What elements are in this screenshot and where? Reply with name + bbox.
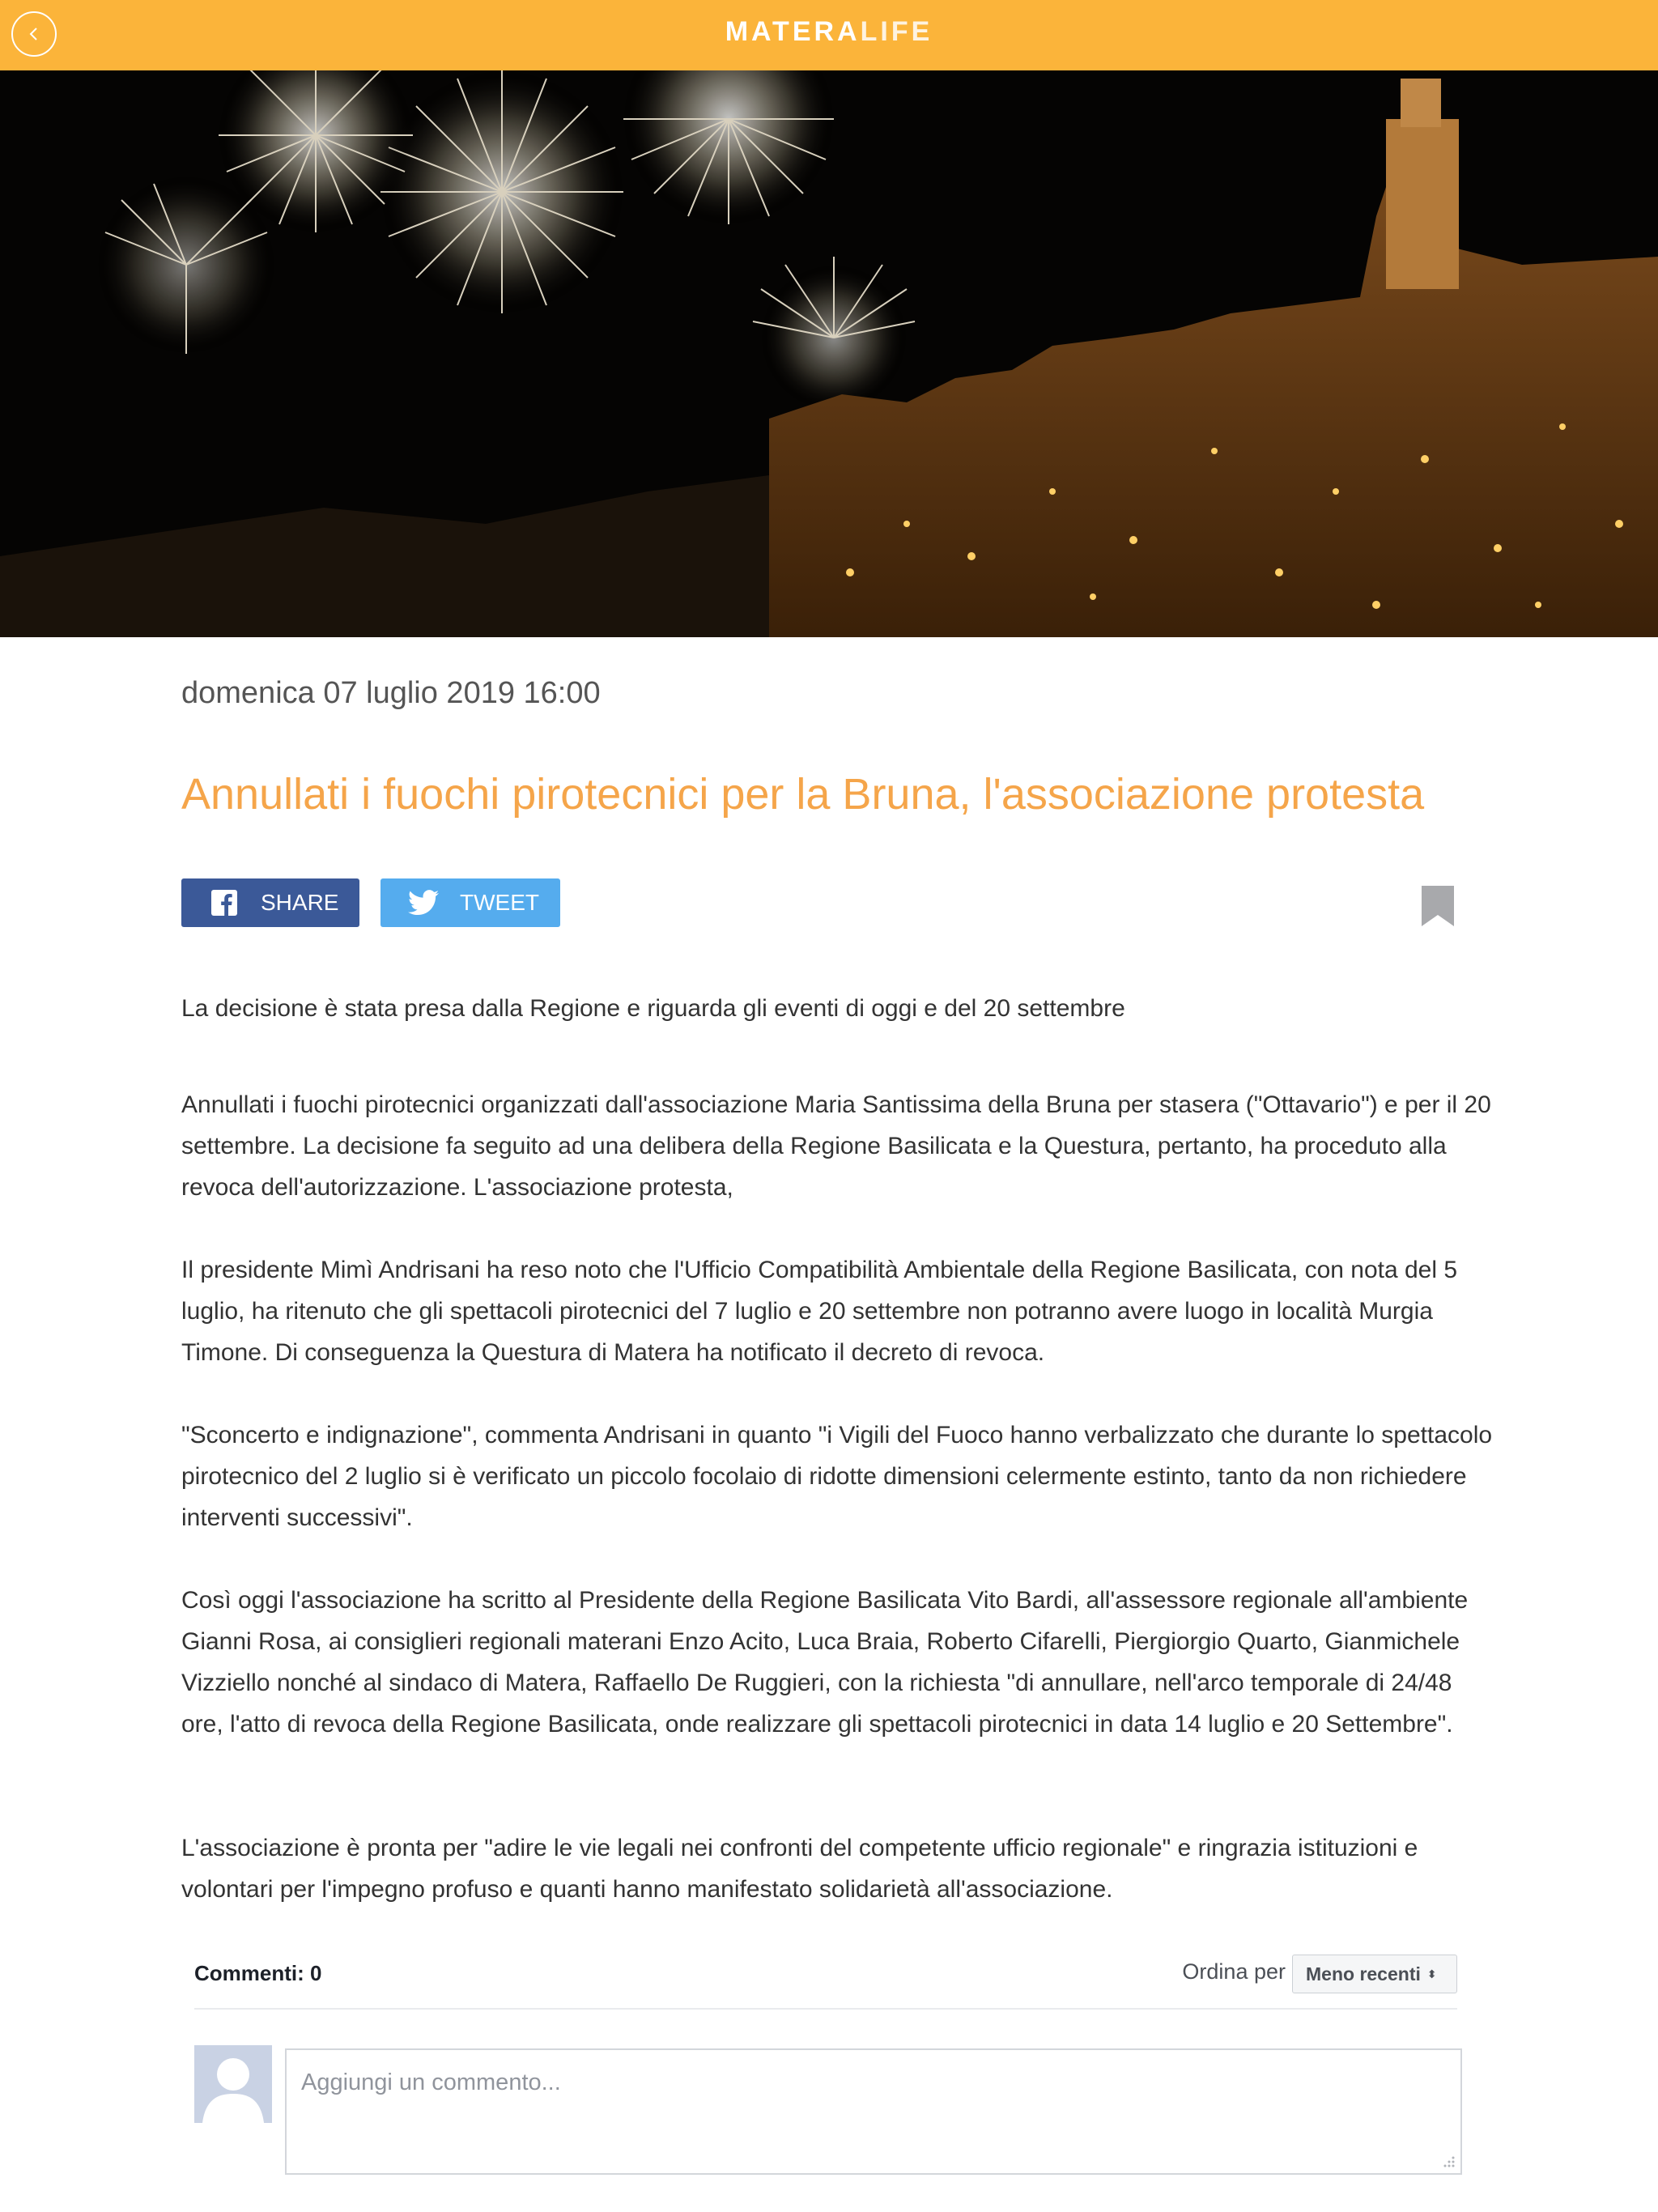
sort-label: Ordina per	[1182, 1959, 1286, 1984]
facebook-icon	[209, 887, 240, 918]
avatar	[194, 2045, 272, 2123]
twitter-tweet-button[interactable]	[380, 878, 560, 927]
sort-value: Meno recenti	[1306, 1963, 1421, 1984]
sort-select[interactable]	[1292, 1955, 1457, 1993]
facebook-share-button[interactable]	[181, 878, 359, 927]
brand-part1: MATERA	[725, 16, 861, 47]
article-subtitle: La decisione è stata presa dalla Regione e riguarda gli eventi di oggi e del 20 settembre	[181, 995, 1125, 1022]
article-paragraph: L'associazione è pronta per "adire le vie legali nei confronti del competente ufficio regionale" e ringrazia istituzioni e volontari per l'impegno profuso e quanti hanno manifestato solidarietà all'associazione.	[181, 1835, 1418, 1903]
brand-logo[interactable]	[0, 16, 1658, 48]
article-paragraph: Annullati i fuochi pirotecnici organizzati dall'associazione Maria Santissima della Bruna per stasera ("Ottavario") e per il 20 settembre. La decisione fa seguito ad una delibera della Regione Basilicata e la Questura, pertanto, ha proceduto alla revoca dell'autorizzazione. L'associazione protesta,	[181, 1091, 1491, 1201]
article-paragraph: Il presidente Mimì Andrisani ha reso noto che l'Ufficio Compatibilità Ambientale della Regione Basilicata, con nota del 5 luglio, ha ritenuto che gli spettacoli pirotecnici del 7 luglio e 20 settembre non potranno avere luogo in località Murgia Timone. Di conseguenza la Questura di Matera ha notificato il decreto di revoca.	[181, 1257, 1458, 1366]
twitter-icon	[408, 887, 439, 918]
brand-part2: LIFE	[860, 16, 933, 47]
comment-count: Commenti: 0	[194, 1961, 322, 1985]
hero-image	[0, 70, 1658, 637]
sort-arrows-icon: ⬍	[1426, 1967, 1437, 1980]
article-date: domenica 07 luglio 2019 16:00	[181, 676, 601, 710]
comment-input[interactable]	[285, 2048, 1462, 2175]
tweet-label: TWEET	[460, 890, 539, 915]
top-bar	[0, 0, 1658, 70]
comment-placeholder: Aggiungi un commento...	[301, 2069, 561, 2095]
article-title: Annullati i fuochi pirotecnici per la Bruna, l'associazione protesta	[181, 770, 1425, 819]
comments-header	[194, 1955, 1457, 2010]
article-paragraph: Così oggi l'associazione ha scritto al Presidente della Regione Basilicata Vito Bardi, all'assessore regionale all'ambiente Gianni Rosa, ai consiglieri regionali materani Enzo Acito, Luca Braia, Roberto Cifarelli, Piergiorgio Quarto, Gianmichele Vizziello nonché al sindaco di Matera, Raffaello De Ruggieri, con la richiesta "di annullare, nell'arco temporale di 24/48 ore, l'atto di revoca della Regione Basilicata, onde realizzare gli spettacoli pirotecnici in data 14 luglio e 20 Settembre".	[181, 1587, 1469, 1738]
article-paragraph: "Sconcerto e indignazione", commenta Andrisani in quanto "i Vigili del Fuoco hanno verbalizzato che durante lo spettacolo pirotecnico del 2 luglio si è verificato un piccolo focolaio di ridotte dimensioni celermente estinto, tanto da non richiedere interventi successivi".	[181, 1422, 1493, 1531]
share-label: SHARE	[261, 890, 339, 915]
resize-grip-icon[interactable]	[1443, 2155, 1456, 2168]
bookmark-icon[interactable]	[1422, 886, 1454, 926]
